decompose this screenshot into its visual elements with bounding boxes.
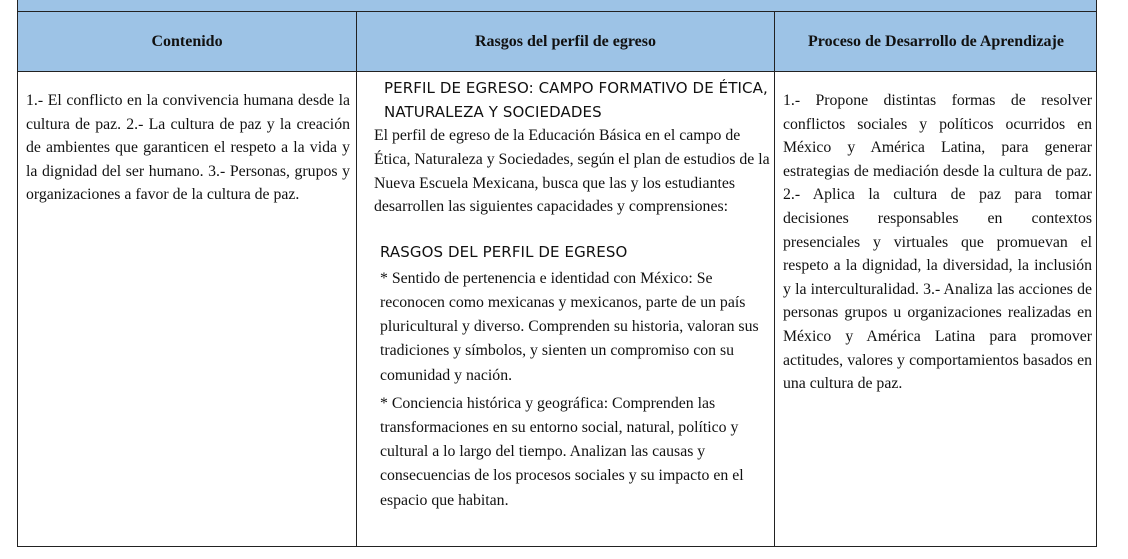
curriculum-table (17, 0, 1097, 547)
bullet-conciencia: * Conciencia histórica y geográfica: Comprenden las transformaciones en su entorno social, natural, político y cultural a lo largo del tiempo. Analizan las causas y consecuencias de los procesos sociales y su impacto en el espacio que habitan. (380, 394, 744, 509)
cell-proceso: 1.- Propone distintas formas de resolver conflictos sociales y políticos ocurridos en México y América Latina, para generar estrategias de mediación desde la cultura de paz. 2.- Aplica la cultura de paz para tomar decisiones responsables en contextos presenciales y virtuales que promuevan el respeto a la dignidad, la diversidad, la inclusión y la interculturalidad. 3.- Analiza las acciones de personas grupos u organizaciones realizadas en México y América Latina para promover actitudes, valores y comportamientos basados en una cultura de paz. (783, 92, 1092, 393)
header-rasgos: Rasgos del perfil de egreso (474, 32, 656, 50)
perfil-title: PERFIL DE EGRESO: CAMPO FORMATIVO DE ÉTICA, NATURALEZA Y SOCIEDADES (384, 79, 768, 121)
perfil-intro: El perfil de egreso de la Educación Básica en el campo de Ética, Naturaleza y Sociedades, según el plan de estudios de la Nueva Escuela Mexicana, busca que las y los estudiantes desarrollen las siguientes capacidades y comprensiones: (374, 127, 770, 216)
header-contenido: Contenido (151, 32, 223, 50)
column-divider-1 (356, 12, 357, 546)
rasgos-subtitle: RASGOS DEL PERFIL DE EGRESO (380, 243, 628, 262)
column-divider-2 (774, 12, 775, 546)
table-header-row (18, 12, 1096, 72)
bullet-pertenencia: * Sentido de pertenencia e identidad con México: Se reconocen como mexicanas y mexicanos, parte de un país pluricultural y diverso. Comprenden su historia, valoran sus tradiciones y símbolos, y sienten un compromiso con su comunidad y nación. (380, 269, 759, 384)
header-proceso: Proceso de Desarrollo de Aprendizaje (808, 32, 1064, 50)
cell-rasgos (374, 76, 770, 513)
table-top-strip (18, 0, 1096, 12)
cell-contenido: 1.- El conflicto en la convivencia humana desde la cultura de paz. 2.- La cultura de paz y la creación de ambientes que garanticen el respeto a la vida y la dignidad del ser humano. 3.- Personas, grupos y organizaciones a favor de la cultura de paz. (26, 92, 350, 204)
